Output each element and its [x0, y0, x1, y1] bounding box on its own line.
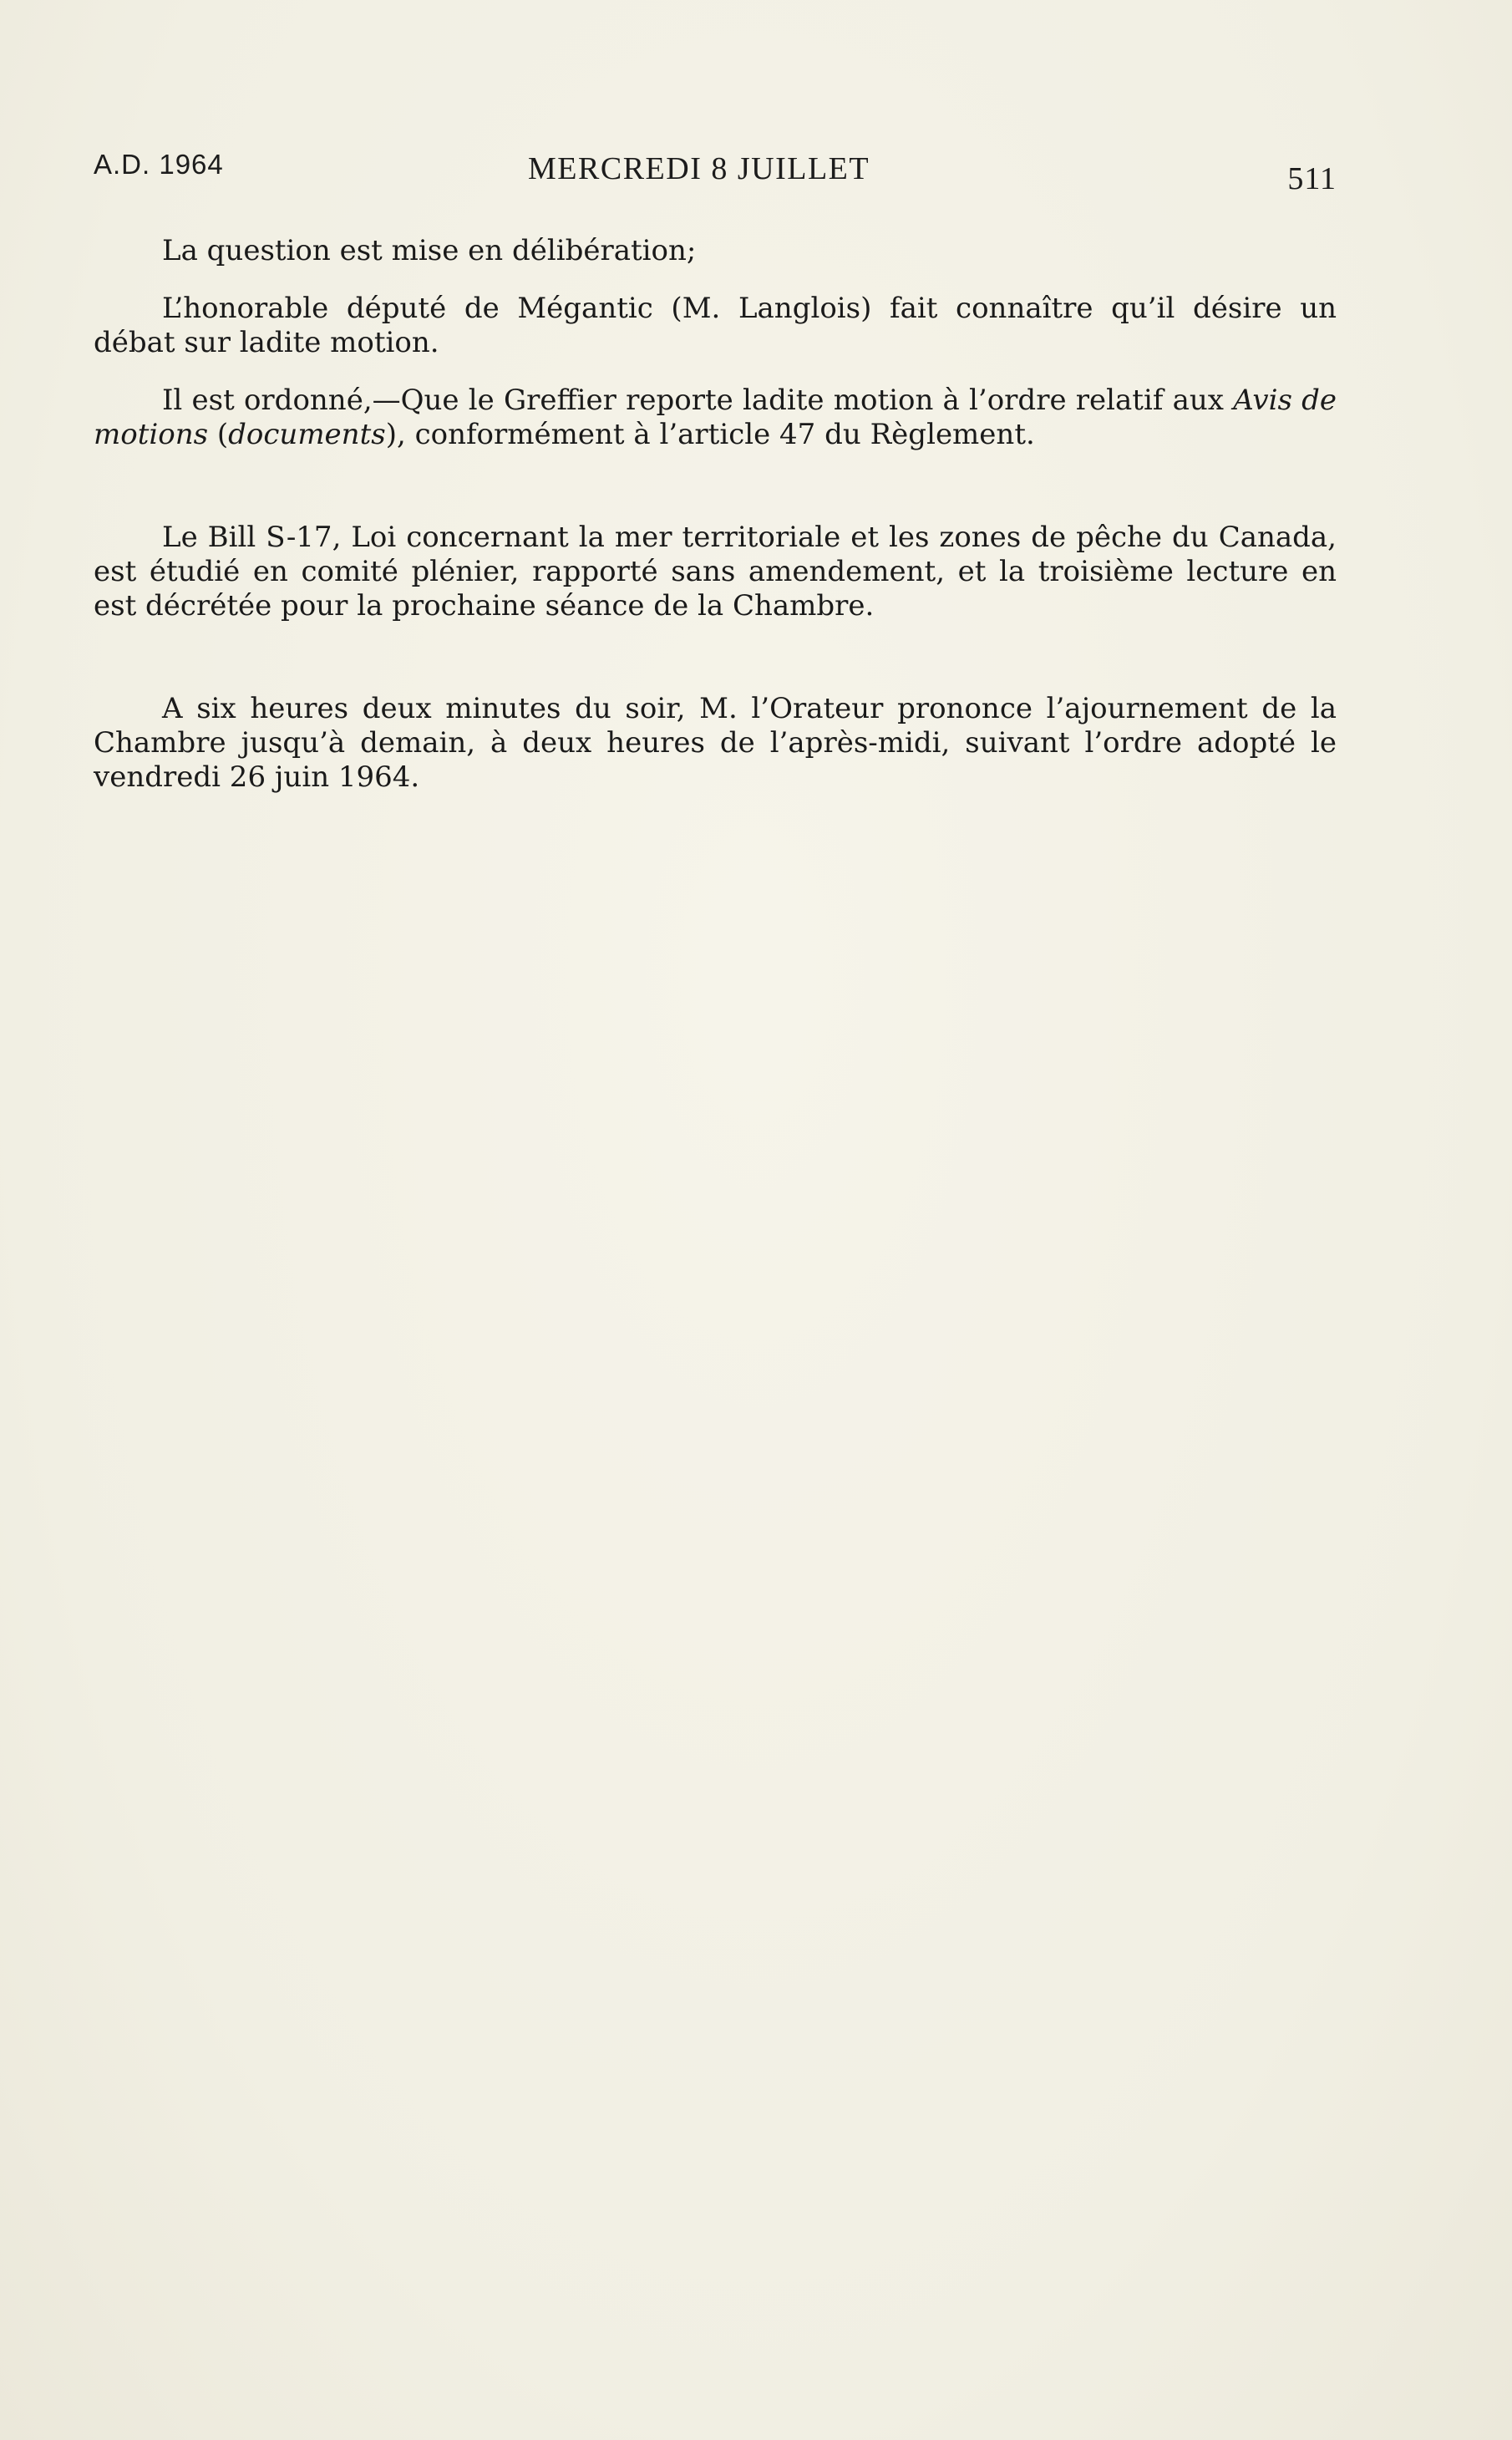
- paragraph-bill-s17: Le Bill S-17, Loi concernant la mer territoriale et les zones de pêche du Canada, est étudié en comité plénier, rapporté sans amendement, et la troisième lecture en est décrétée pour la prochaine séance de la Chambre.: [94, 521, 1337, 623]
- journal-body: [94, 234, 1337, 795]
- paragraph-order: [94, 384, 1337, 452]
- header-date: MERCREDI 8 JUILLET: [528, 151, 870, 186]
- order-text-start: Il est ordonné,—Que le Greffier reporte ladite motion à l’ordre relatif aux: [162, 384, 1234, 417]
- page-number: 511: [1287, 161, 1337, 196]
- header-year: A.D. 1964: [94, 149, 224, 180]
- order-documents: documents: [228, 418, 386, 451]
- running-header: [94, 149, 1337, 199]
- paragraph-debate-request: L’honorable député de Mégantic (M. Langlois) fait connaître qu’il désire un débat sur ladite motion.: [94, 292, 1337, 359]
- order-avis-de-motions: Avis de motions: [94, 384, 1337, 451]
- paragraph-question: La question est mise en délibération;: [162, 234, 697, 267]
- order-paren-open: (: [208, 418, 229, 451]
- paragraph-adjournment: A six heures deux minutes du soir, M. l’Orateur prononce l’ajournement de la Chambre jusqu’à demain, à deux heures de l’après-midi, suivant l’ordre adopté le vendredi 26 juin 1964.: [94, 692, 1337, 794]
- order-text-end: ), conformément à l’article 47 du Règlement.: [385, 418, 1035, 451]
